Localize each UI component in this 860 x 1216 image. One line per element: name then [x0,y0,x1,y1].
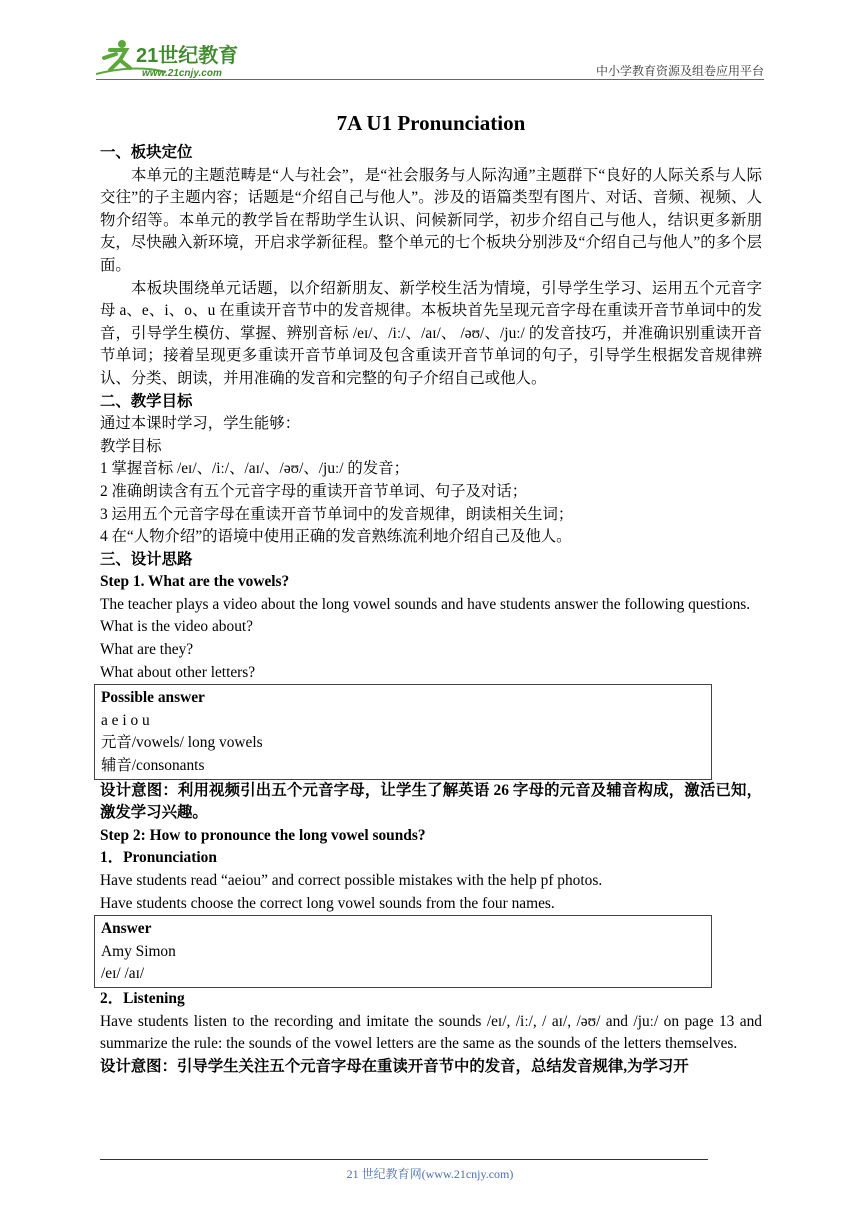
question: What about other letters? [100,663,256,681]
paragraph: 本单元的主题范畴是“人与社会”，是“社会服务与人际沟通”主题群下“良好的人际关系与人际交往”的子主题内容；话题是“介绍自己与他人”。涉及的语篇类型有图片、对话、音频、视频、人物介绍等。本单元的教学旨在帮助学生认识、问候新同学，初步介绍自己与他人，结识更多新朋友，尽快融入新环境，开启求学新征程。整个单元的七个板块分别涉及“介绍自己与他人”的多个层面。 [100,166,762,274]
design-intent: 设计意图：利用视频引出五个元音字母，让学生了解英语 26 字母的元音及辅音构成，激活已知，激发学习兴趣。 [100,781,762,822]
goal-item: 2 准确朗读含有五个元音字母的重读开音节单词、句子及对话； [100,482,528,500]
header-divider [96,79,764,80]
logo-text: 21世纪教育 [136,45,239,67]
step-heading: Step 2: How to pronounce the long vowel sounds? [100,826,426,844]
platform-name: 中小学教育资源及组卷应用平台 [595,64,764,78]
question: What are they? [100,641,194,659]
document-body [100,108,762,1078]
box-line: a e i o u [101,711,150,729]
question: What is the video about? [100,618,254,636]
section-heading: 二、教学目标 [100,392,193,410]
paragraph: 本板块围绕单元话题，以介绍新朋友、新学校生活为情境，引导学生学习、运用五个元音字母 a、e、i、o、u 在重读开音节中的发音规律。本板块首先呈现元音字母在重读开音节单词中的发音，引导学生模仿、掌握、辨别音标 /eɪ/、/iː/、/aɪ/、 /əʊ/、/juː/ 的发音技巧，并准确识别重读开音节单词；接着呈现更多重读开音节单词及包含重读开音节单词的句子，引导学生根据发音规律辨认、分类、朗读，并用准确的发音和完整的句子介绍自己或他人。 [100,279,762,387]
paragraph: The teacher plays a video about the long vowel sounds and have students answer the following questions. [100,595,751,613]
doc-title: 7A U1 Pronunciation [336,111,526,135]
section-heading: 一、板块定位 [100,144,193,161]
box-line: 辅音/consonants [101,757,205,775]
logo-url: www.21cnjy.com [142,68,222,78]
paragraph: Have students choose the correct long vowel sounds from the four names. [100,894,555,912]
paragraph: Have students read “aeiou” and correct possible mistakes with the help pf photos. [100,872,603,889]
box-line: Amy Simon [101,942,176,960]
page-header [96,28,764,80]
box-line: /eɪ/ /aɪ/ [101,965,145,983]
design-intent: 设计意图：引导学生关注五个元音字母在重读开音节中的发音，总结发音规律,为学习开 [100,1057,689,1075]
paragraph: Have students listen to the recording and imitate the sounds /eɪ/, /iː/, / aɪ/, /əʊ/ and /juː/ on page 13 and summarize the rule: the sounds of the vowel letters are the same as the sounds of the letters themselves. [100,1012,762,1053]
page-footer: 21 世纪教育网(www.21cnjy.com) [346,1167,514,1181]
answer-box [94,684,712,779]
goal-item: 1 掌握音标 /eɪ/、/iː/、/aɪ/、/əʊ/、/juː/ 的发音； [100,460,409,478]
box-title: Possible answer [101,689,205,707]
site-logo [96,36,256,78]
goal-item: 4 在“人物介绍”的语境中使用正确的发音熟练流利地介绍自己及他人。 [100,528,572,546]
footer-divider [100,1159,708,1160]
goal-item: 3 运用五个元音字母在重读开音节单词中的发音规律，朗读相关生词； [100,505,574,523]
paragraph: 通过本课时学习，学生能够： [100,415,301,433]
answer-box [94,915,712,988]
step-heading: Step 1. What are the vowels? [100,573,290,591]
box-line: 元音/vowels/ long vowels [101,734,263,752]
subheading: 教学目标 [100,437,162,455]
subheading: 2．Listening [100,989,185,1007]
section-heading: 三、设计思路 [100,550,193,568]
box-title: Answer [101,920,152,938]
subheading: 1．Pronunciation [100,849,217,867]
